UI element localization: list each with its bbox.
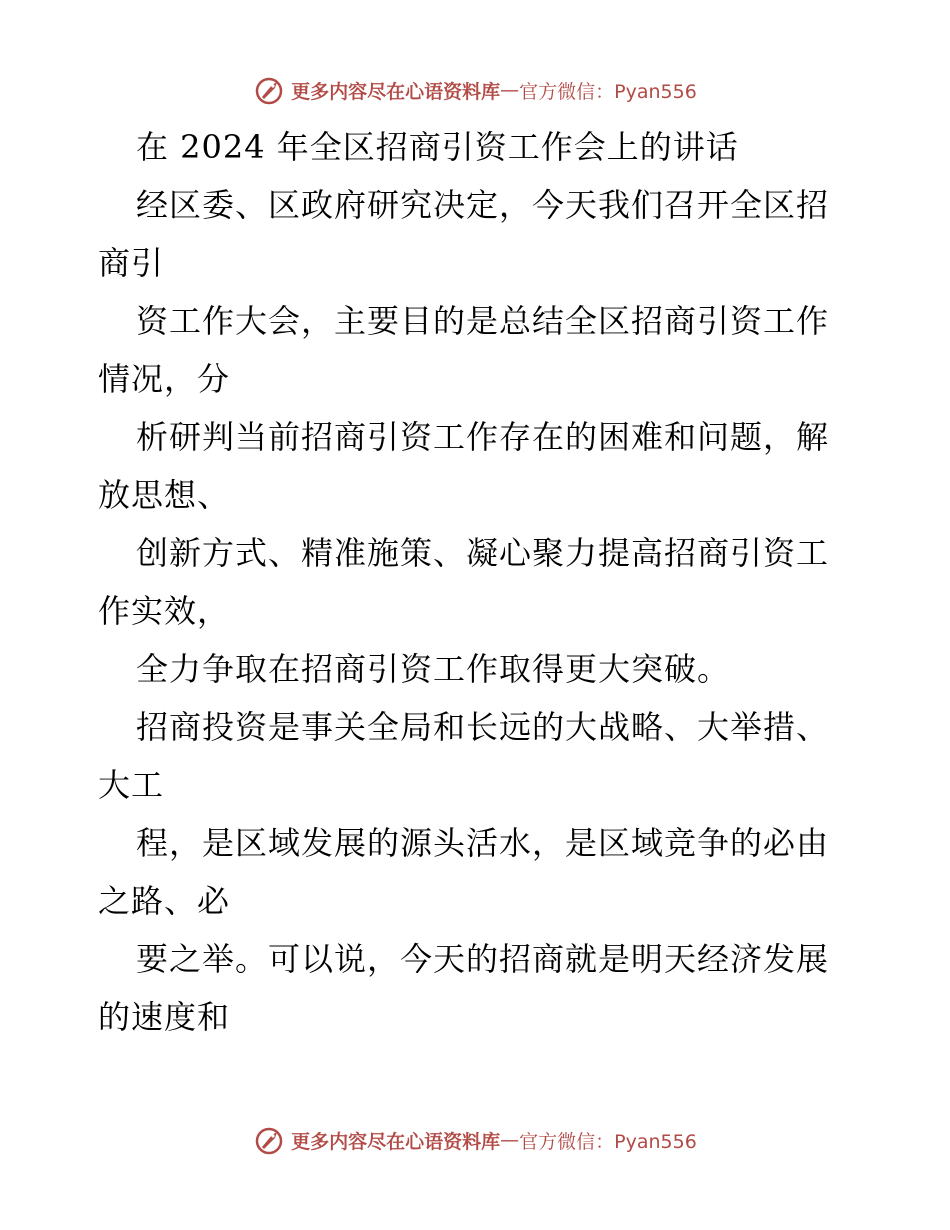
banner-separator: —	[500, 79, 520, 101]
banner-contact: 官方微信：Pyan556	[519, 80, 697, 103]
paragraph-line: 作实效，	[98, 592, 231, 630]
banner-text: 更多内容尽在心语资料库	[291, 80, 501, 103]
header-banner	[0, 70, 950, 110]
paragraph-line: 全力争取在招商引资工作取得更大突破。	[136, 650, 731, 688]
pen-nib-logo-icon	[253, 74, 285, 106]
document-title: 在 2024 年全区招商引资工作会上的讲话	[136, 128, 739, 166]
pen-nib-logo-icon	[253, 1124, 285, 1156]
paragraph-line: 程，是区域发展的源头活水，是区域竞争的必由	[136, 824, 830, 862]
paragraph-line: 商引	[98, 244, 165, 282]
paragraph-line: 要之举。可以说，今天的招商就是明天经济发展	[136, 940, 830, 978]
paragraph-line: 招商投资是事关全局和长远的大战略、大举措、	[136, 708, 830, 746]
paragraph-line: 放思想、	[98, 476, 231, 514]
paragraph-line: 创新方式、精准施策、凝心聚力提高招商引资工	[136, 534, 830, 572]
footer-banner	[0, 1120, 950, 1160]
banner-contact: 官方微信：Pyan556	[519, 1130, 697, 1153]
banner-text: 更多内容尽在心语资料库	[291, 1130, 501, 1153]
paragraph-line: 经区委、区政府研究决定，今天我们召开全区招	[136, 186, 830, 224]
paragraph-line: 的速度和	[98, 998, 231, 1036]
paragraph-line: 之路、必	[98, 882, 231, 920]
paragraph-line: 情况，分	[98, 360, 231, 398]
paragraph-line: 析研判当前招商引资工作存在的困难和问题，解	[136, 418, 830, 456]
banner-separator: —	[500, 1129, 520, 1151]
paragraph-line: 大工	[98, 766, 165, 804]
paragraph-line: 资工作大会，主要目的是总结全区招商引资工作	[136, 302, 830, 340]
document-body	[98, 118, 858, 1046]
